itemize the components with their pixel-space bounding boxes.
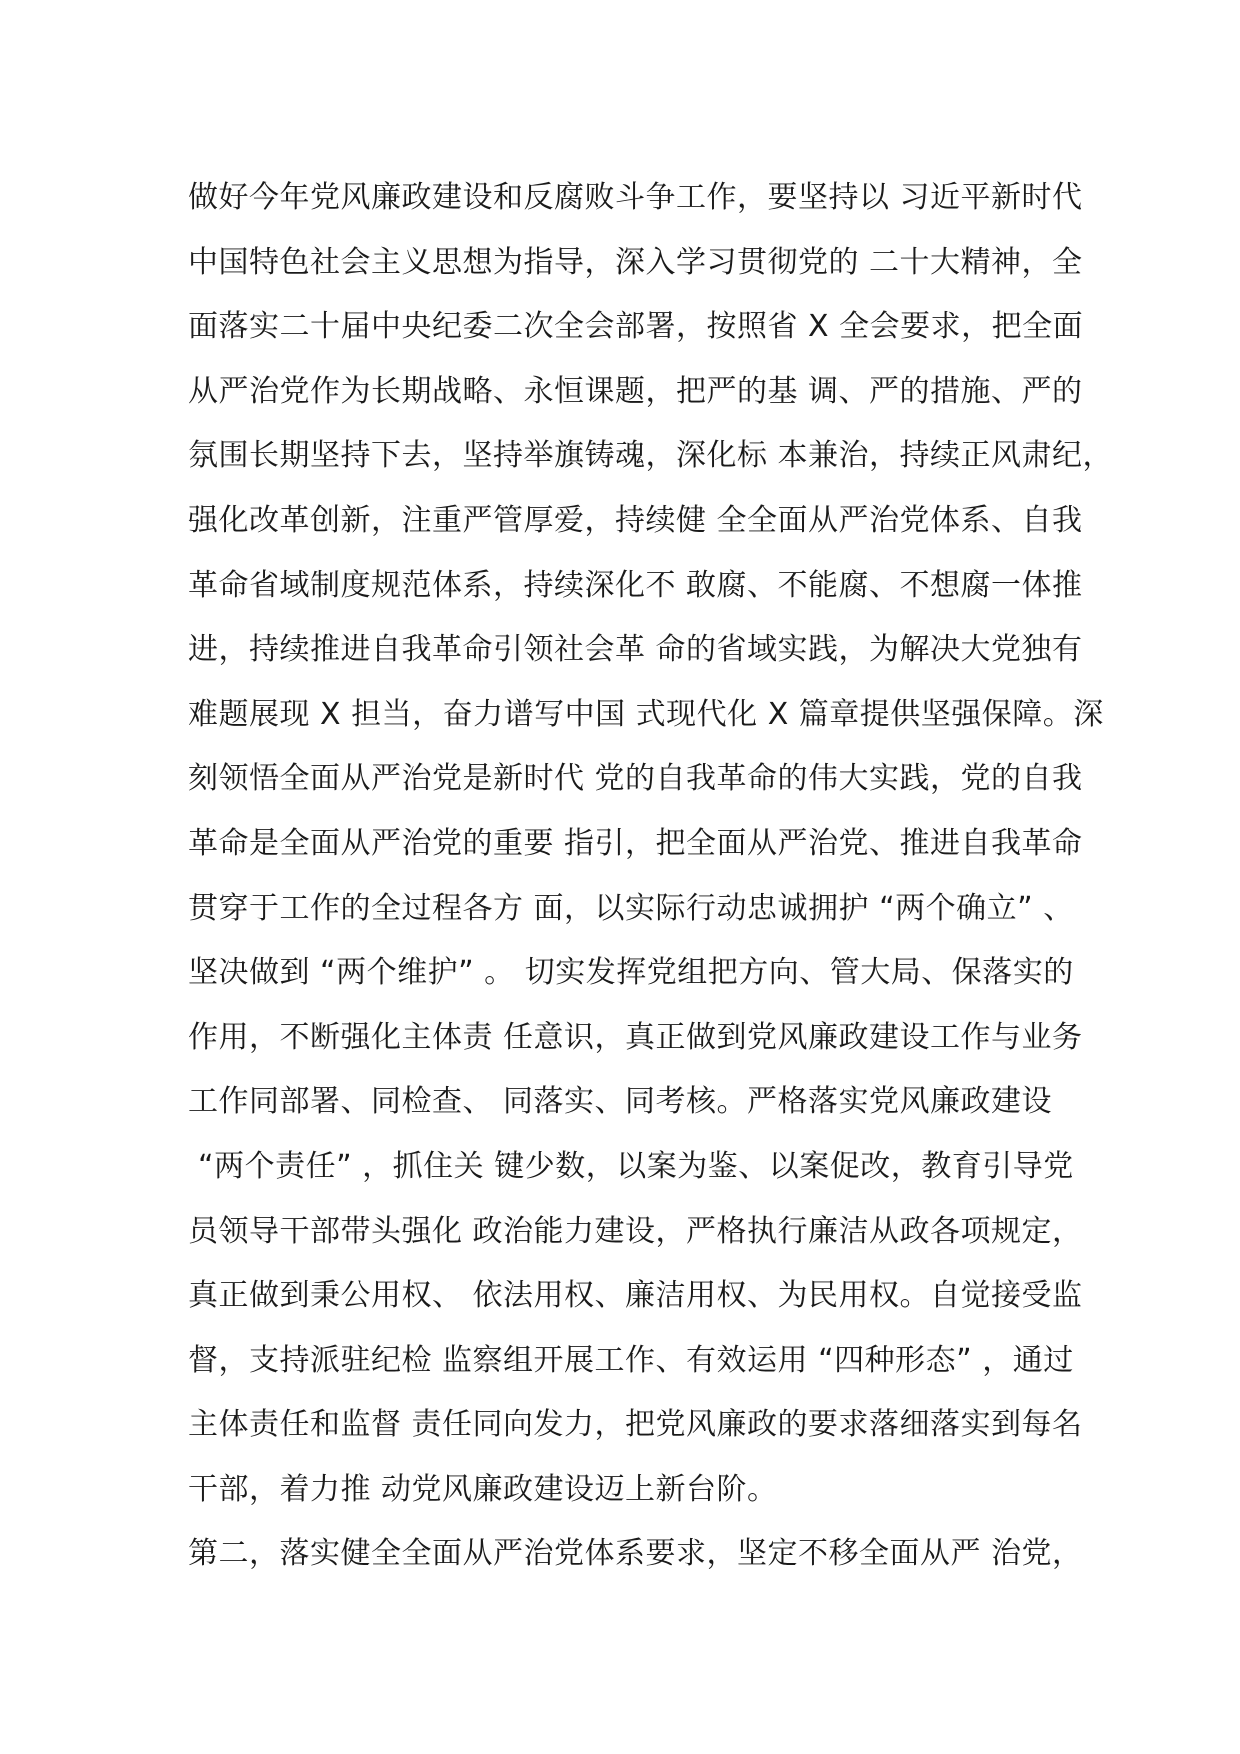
text-line: 难题展现 X 担当，奋力谱写中国 式现代化 X 篇章提供坚强保障。深 bbox=[188, 696, 1104, 732]
text-line: 强化改革创新，注重严管厚爱，持续健 全全面从严治党体系、自我 bbox=[188, 502, 1083, 538]
text-line: 坚决做到 “两个维护” 。 切实发挥党组把方向、管大局、保落实的 bbox=[188, 955, 1074, 991]
text-line: 中国特色社会主义思想为指导，深入学习贯彻党的 二十大精神，全 bbox=[188, 244, 1083, 280]
text-line: 从严治党作为长期战略、永恒课题，把严的基 调、严的措施、严的 bbox=[188, 373, 1083, 409]
text-line: 干部，着力推 动党风廉政建设迈上新台阶。 bbox=[188, 1471, 778, 1507]
text-line: “两个责任” ，抓住关 键少数，以案为鉴、以案促改，教育引导党 bbox=[188, 1148, 1074, 1184]
text-line: 革命省域制度规范体系，持续深化不 敢腐、不能腐、不想腐一体推 bbox=[188, 567, 1083, 603]
text-line: 贯穿于工作的全过程各方 面，以实际行动忠诚拥护 “两个确立” 、 bbox=[188, 890, 1074, 926]
text-line: 督，支持派驻纪检 监察组开展工作、有效运用 “四种形态” ，通过 bbox=[188, 1342, 1074, 1378]
text-line: 主体责任和监督 责任同向发力，把党风廉政的要求落细落实到每名 bbox=[188, 1407, 1083, 1443]
body-text bbox=[188, 166, 1114, 1587]
text-line: 员领导干部带头强化 政治能力建设，严格执行廉洁从政各项规定， bbox=[188, 1213, 1083, 1249]
text-line: 面落实二十届中央纪委二次全会部署，按照省 X 全会要求，把全面 bbox=[188, 309, 1084, 345]
text-line: 进，持续推进自我革命引领社会革 命的省域实践，为解决大党独有 bbox=[188, 632, 1083, 668]
text-line: 作用，不断强化主体责 任意识，真正做到党风廉政建设工作与业务 bbox=[188, 1019, 1083, 1055]
text-line: 工作同部署、同检查、 同落实、同考核。严格落实党风廉政建设 bbox=[188, 1084, 1053, 1120]
text-line: 刻领悟全面从严治党是新时代 党的自我革命的伟大实践，党的自我 bbox=[188, 761, 1083, 797]
text-line: 真正做到秉公用权、 依法用权、廉洁用权、为民用权。自觉接受监 bbox=[188, 1278, 1083, 1314]
text-line: 革命是全面从严治党的重要 指引，把全面从严治党、推进自我革命 bbox=[188, 825, 1083, 861]
text-line: 第二，落实健全全面从严治党体系要求，坚定不移全面从严 治党， bbox=[188, 1536, 1083, 1572]
text-line: 做好今年党风廉政建设和反腐败斗争工作，要坚持以 习近平新时代 bbox=[188, 180, 1083, 215]
text-line: 氛围长期坚持下去，坚持举旗铸魂，深化标 本兼治，持续正风肃纪， bbox=[188, 438, 1114, 474]
